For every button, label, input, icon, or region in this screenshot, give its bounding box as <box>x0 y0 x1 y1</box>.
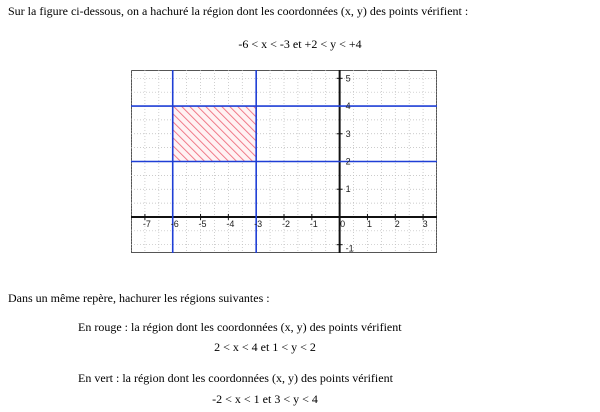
y-tick-label: 2 <box>345 156 351 167</box>
x-tick-label: -2 <box>281 218 291 229</box>
y-tick-label: 3 <box>345 128 351 139</box>
task-heading: Dans un même repère, hachurer les régions suivantes : <box>8 291 270 305</box>
red-instruction: En rouge : la région dont les coordonnées (x, y) des points vérifient <box>78 320 402 334</box>
x-tick-label: 3 <box>422 218 428 229</box>
x-tick-label: 2 <box>394 218 400 229</box>
y-tick-label: -1 <box>345 243 354 253</box>
x-tick-label: 1 <box>366 218 372 229</box>
x-tick-label: -7 <box>142 218 151 229</box>
x-tick-label: -4 <box>226 218 235 229</box>
x-tick-label: 0 <box>340 218 346 229</box>
x-tick-label: -1 <box>309 218 318 229</box>
x-tick-label: -3 <box>254 218 263 229</box>
intro-sentence: Sur la figure ci-dessous, on a hachuré la région dont les coordonnées (x, y) des points vérifient : <box>8 4 469 18</box>
x-tick-label: -6 <box>170 218 179 229</box>
graph-svg <box>131 70 437 253</box>
green-instruction: En vert : la région dont les coordonnées (x, y) des points vérifient <box>78 371 393 385</box>
intro-condition: -6 < x < -3 et +2 < y < +4 <box>238 37 362 51</box>
y-tick-label: 5 <box>345 73 351 84</box>
x-tick-label: -5 <box>198 218 207 229</box>
green-condition: -2 < x < 1 et 3 < y < 4 <box>212 392 318 406</box>
y-tick-label: 4 <box>345 101 351 112</box>
coordinate-graph <box>131 70 437 253</box>
y-tick-label: 1 <box>345 184 351 195</box>
red-condition: 2 < x < 4 et 1 < y < 2 <box>214 340 316 354</box>
